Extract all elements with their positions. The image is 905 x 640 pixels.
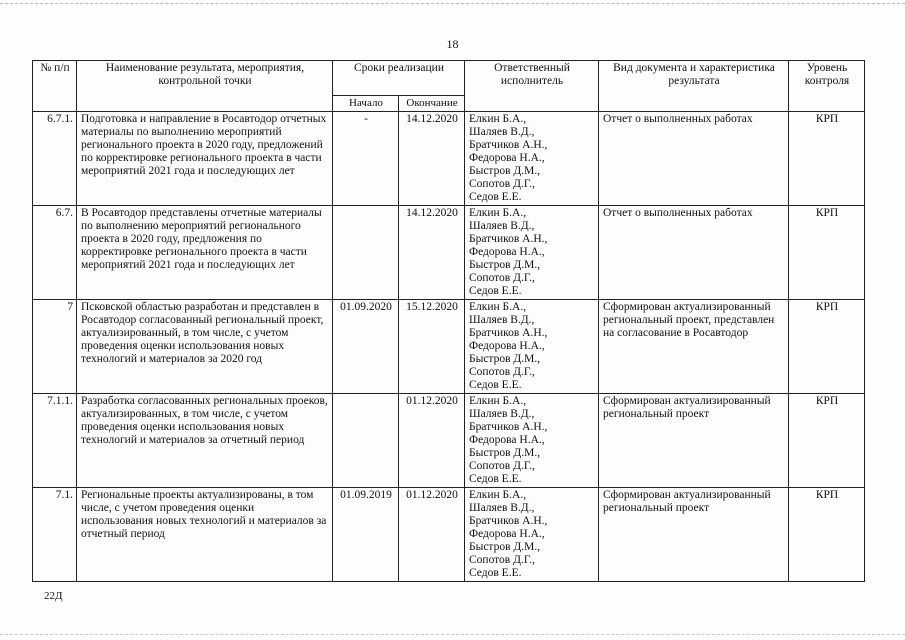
row-end: 01.12.2020 — [399, 394, 465, 488]
row-start: 01.09.2020 — [333, 300, 399, 394]
row-level: КРП — [789, 394, 865, 488]
responsible-person: Елкин Б.А., — [469, 301, 527, 313]
responsible-person: Седов Е.Е. — [469, 379, 522, 391]
header-name: Наименование результата, мероприятия, контрольной точки — [77, 61, 333, 112]
row-num: 7.1. — [33, 488, 77, 582]
responsible-person: Федорова Н.А., — [469, 152, 545, 164]
header-level: Уровень контроля — [789, 61, 865, 112]
responsible-person: Седов Е.Е. — [469, 567, 522, 579]
row-responsible — [465, 206, 599, 300]
plan-table — [32, 60, 865, 582]
responsible-person: Братчиков А.Н., — [469, 139, 548, 151]
row-num: 6.7.1. — [33, 112, 77, 206]
responsible-person: Сопотов Д.Г., — [469, 272, 535, 284]
table-row — [33, 206, 865, 300]
table-row — [33, 112, 865, 206]
row-document: Сформирован актуализированный региональный проект, представлен на согласование в Росавтодор — [599, 300, 789, 394]
header-period: Сроки реализации — [333, 61, 465, 96]
row-responsible — [465, 488, 599, 582]
responsible-person: Елкин Б.А., — [469, 207, 527, 219]
responsible-person: Быстров Д.М., — [469, 541, 541, 553]
responsible-person: Елкин Б.А., — [469, 489, 527, 501]
responsible-person: Федорова Н.А., — [469, 434, 545, 446]
row-level: КРП — [789, 488, 865, 582]
responsible-person: Елкин Б.А., — [469, 113, 527, 125]
row-responsible — [465, 394, 599, 488]
row-name: Разработка согласованных региональных проеков, актуализированных, в том числе, с учетом проведения оценки использования новых технологий и материалов за отчетный период — [77, 394, 333, 488]
header-end: Окончание — [399, 96, 465, 112]
row-end: 14.12.2020 — [399, 206, 465, 300]
table-row — [33, 488, 865, 582]
responsible-person: Шаляев В.Д., — [469, 502, 535, 514]
row-start — [333, 394, 399, 488]
responsible-person: Федорова Н.А., — [469, 528, 545, 540]
row-num: 7.1.1. — [33, 394, 77, 488]
row-name: Региональные проекты актуализированы, в том числе, с учетом проведения оценки использования новых технологий и материалов за отчетный период — [77, 488, 333, 582]
row-responsible — [465, 300, 599, 394]
responsible-person: Шаляев В.Д., — [469, 314, 535, 326]
table-body — [33, 112, 865, 582]
row-start: 01.09.2019 — [333, 488, 399, 582]
responsible-person: Быстров Д.М., — [469, 259, 541, 271]
row-document: Сформирован актуализированный региональный проект — [599, 488, 789, 582]
scan-edge-bottom — [0, 634, 905, 636]
row-name: Подготовка и направление в Росавтодор отчетных материалы по выполнению мероприятий регионального проекта в 2020 году, предложений по корректировке регионального проекта в части мероприятий 2021 года и последующих лет — [77, 112, 333, 206]
row-end: 15.12.2020 — [399, 300, 465, 394]
responsible-person: Федорова Н.А., — [469, 246, 545, 258]
row-num: 7 — [33, 300, 77, 394]
responsible-person: Елкин Б.А., — [469, 395, 527, 407]
row-start: - — [333, 112, 399, 206]
table-row — [33, 394, 865, 488]
responsible-person: Сопотов Д.Г., — [469, 178, 535, 190]
row-document: Сформирован актуализированный региональный проект — [599, 394, 789, 488]
responsible-person: Сопотов Д.Г., — [469, 366, 535, 378]
responsible-person: Быстров Д.М., — [469, 447, 541, 459]
responsible-person: Федорова Н.А., — [469, 340, 545, 352]
responsible-person: Седов Е.Е. — [469, 191, 522, 203]
responsible-person: Седов Е.Е. — [469, 473, 522, 485]
row-name: Псковской областью разработан и представлен в Росавтодор согласованный региональный проект, актуализированный, в том числе, с учетом проведения оценки использования новых технологий и материалов за 2020 год — [77, 300, 333, 394]
row-document: Отчет о выполненных работах — [599, 112, 789, 206]
header-document: Вид документа и характеристика результата — [599, 61, 789, 112]
scan-edge-top — [0, 3, 905, 5]
table-header — [33, 61, 865, 112]
row-name: В Росавтодор представлены отчетные материалы по выполнению мероприятий регионального проекта в 2020 году, предложения по корректировке регионального проекта в части мероприятий 2021 года и последующих лет — [77, 206, 333, 300]
responsible-person: Братчиков А.Н., — [469, 233, 548, 245]
responsible-person: Братчиков А.Н., — [469, 421, 548, 433]
row-end: 14.12.2020 — [399, 112, 465, 206]
header-responsible: Ответственный исполнитель — [465, 61, 599, 112]
row-level: КРП — [789, 206, 865, 300]
responsible-person: Сопотов Д.Г., — [469, 460, 535, 472]
responsible-person: Братчиков А.Н., — [469, 327, 548, 339]
table-row — [33, 300, 865, 394]
row-end: 01.12.2020 — [399, 488, 465, 582]
row-level: КРП — [789, 112, 865, 206]
footer-code: 22Д — [44, 590, 63, 602]
responsible-person: Шаляев В.Д., — [469, 408, 535, 420]
row-level: КРП — [789, 300, 865, 394]
page-number: 18 — [446, 37, 459, 51]
row-responsible — [465, 112, 599, 206]
responsible-person: Быстров Д.М., — [469, 353, 541, 365]
responsible-person: Сопотов Д.Г., — [469, 554, 535, 566]
responsible-person: Шаляев В.Д., — [469, 220, 535, 232]
responsible-person: Шаляев В.Д., — [469, 126, 535, 138]
header-start: Начало — [333, 96, 399, 112]
row-document: Отчет о выполненных работах — [599, 206, 789, 300]
responsible-person: Быстров Д.М., — [469, 165, 541, 177]
header-num: № п/п — [33, 61, 77, 112]
responsible-person: Седов Е.Е. — [469, 285, 522, 297]
row-num: 6.7. — [33, 206, 77, 300]
row-start — [333, 206, 399, 300]
responsible-person: Братчиков А.Н., — [469, 515, 548, 527]
